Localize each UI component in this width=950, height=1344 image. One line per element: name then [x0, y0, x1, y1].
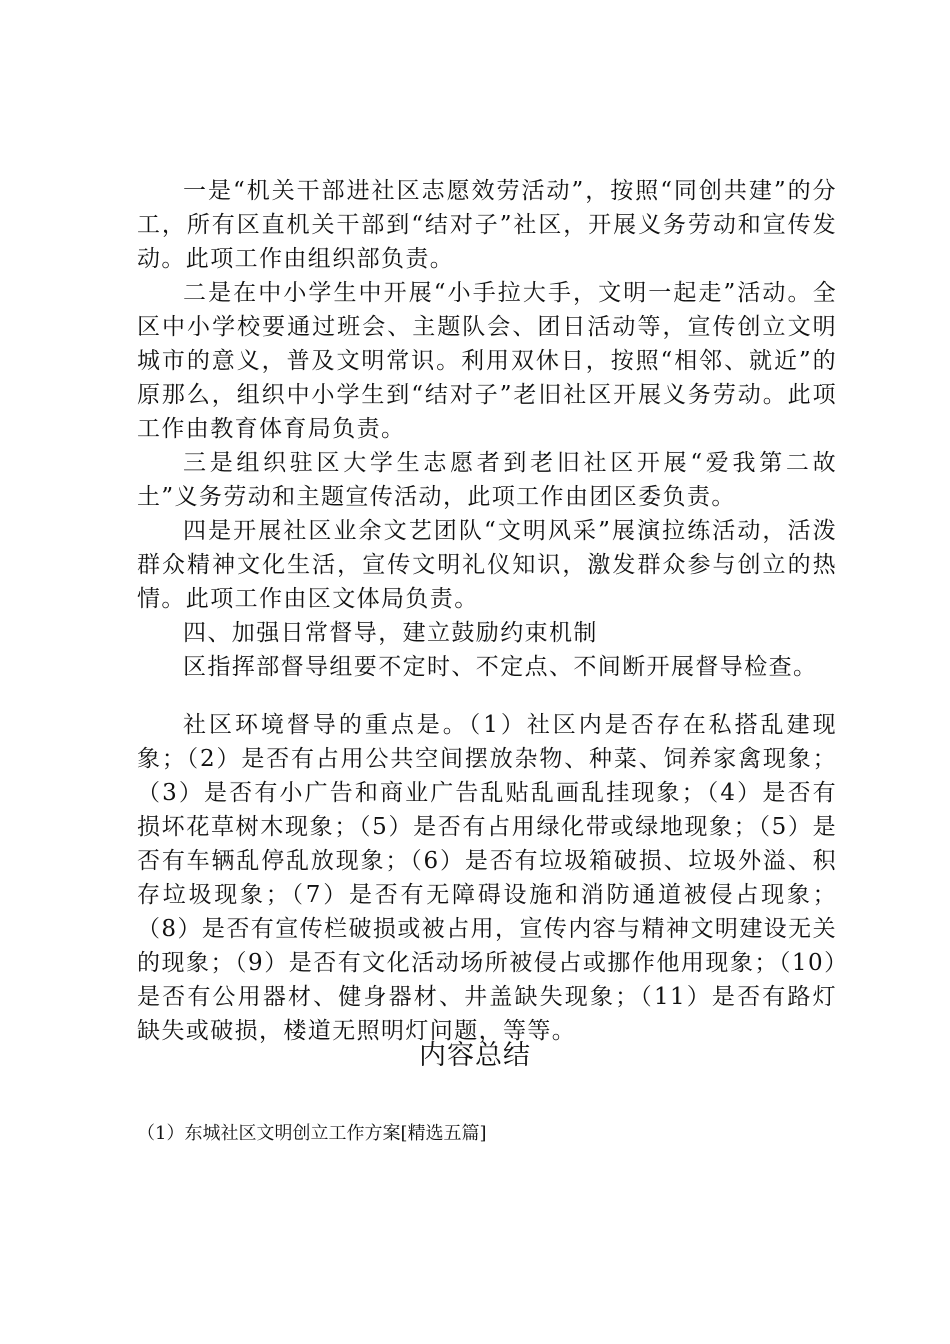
- paragraph-students-activity: 二是在中小学生中开展“小手拉大手，文明一起走”活动。全区中小学校要通过班会、主题队会、团日活动等，宣传创立文明城市的意义，普及文明常识。利用双休日，按照“相邻、就近”的原那么，组织中小学生到“结对子”老旧社区开展义务劳动。此项工作由教育体育局负责。: [137, 280, 837, 442]
- paragraph-inspection: 区指挥部督导组要不定时、不定点、不间断开展督导检查。: [183, 654, 818, 680]
- summary-heading: 内容总结: [419, 1040, 531, 1071]
- body-text: [137, 174, 837, 1048]
- section-heading-supervision: 四、加强日常督导，建立鼓励约束机制: [183, 620, 598, 646]
- paragraph-college-volunteers: 三是组织驻区大学生志愿者到老旧社区开展“爱我第二故土”义务劳动和主题宣传活动，此项工作由团区委负责。: [137, 450, 837, 510]
- paragraph-inspection-focus: 社区环境督导的重点是。（1）社区内是否存在私搭乱建现象；（2）是否有占用公共空间摆放杂物、种菜、饲养家禽现象；（3）是否有小广告和商业广告乱贴乱画乱挂现象；（4）是否有损坏花草树木现象；（5）是否有占用绿化带或绿地现象；（5）是否有车辆乱停乱放现象；（6）是否有垃圾箱破损、垃圾外溢、积存垃圾现象；（7）是否有无障碍设施和消防通道被侵占现象；（8）是否有宣传栏破损或被占用，宣传内容与精神文明建设无关的现象；（9）是否有文化活动场所被侵占或挪作他用现象；（10）是否有公用器材、健身器材、井盖缺失现象；（11）是否有路灯缺失或破损，楼道无照明灯问题，等等。: [137, 712, 837, 1044]
- paragraph-art-troupe: 四是开展社区业余文艺团队“文明风采”展演拉练活动，活泼群众精神文化生活，宣传文明礼仪知识，激发群众参与创立的热情。此项工作由区文体局负责。: [137, 518, 837, 612]
- paragraph-volunteer-service: 一是“机关干部进社区志愿效劳活动”，按照“同创共建”的分工，所有区直机关干部到“结对子”社区，开展义务劳动和宣传发动。此项工作由组织部负责。: [137, 178, 837, 272]
- summary-item: （1）东城社区文明创立工作方案[精选五篇]: [137, 1123, 487, 1144]
